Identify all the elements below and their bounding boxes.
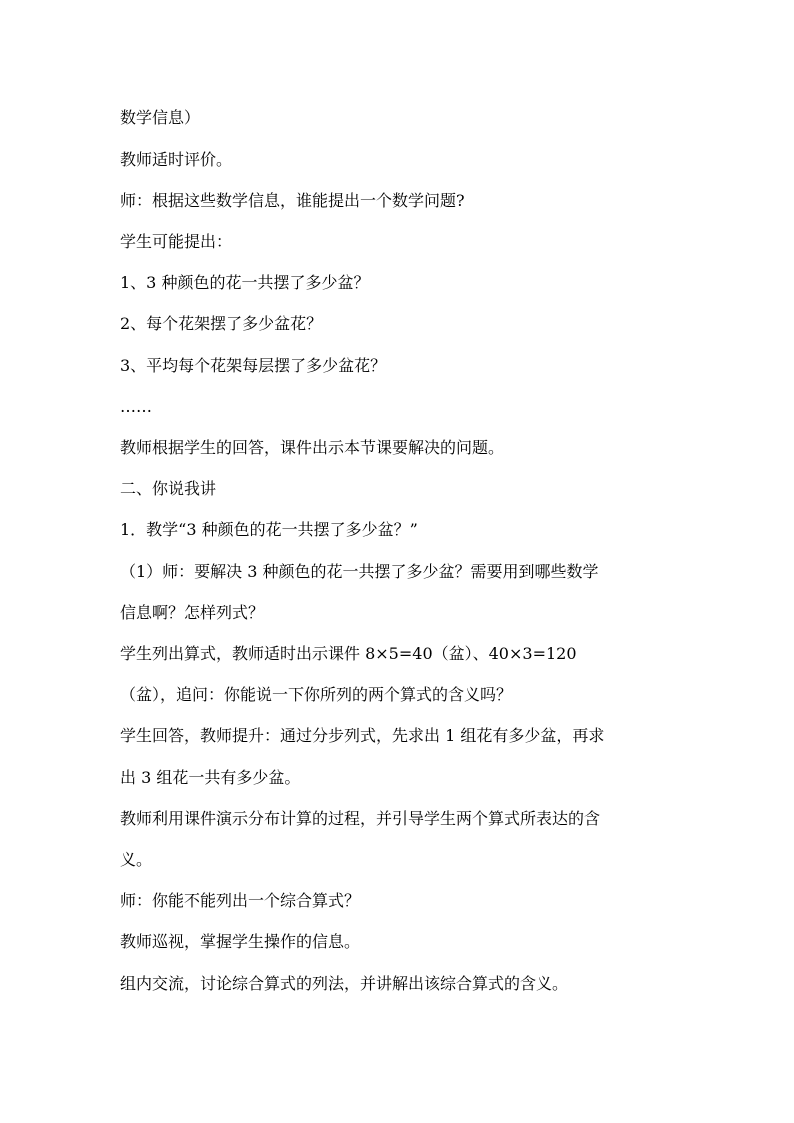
- text-line: 3、平均每个花架每层摆了多少盆花？: [120, 356, 387, 375]
- text-line: （盆），追问：你能说一下你所列的两个算式的含义吗？: [120, 685, 513, 704]
- text-line: 教师适时评价。: [120, 150, 233, 169]
- text-line: 出 3 组花一共有多少盆。: [120, 768, 301, 787]
- text-line: 教师利用课件演示分布计算的过程，并引导学生两个算式所表达的含: [120, 809, 601, 828]
- text-line: 学生可能提出：: [120, 232, 233, 251]
- text-line: 信息啊？怎样列式？: [120, 603, 265, 622]
- text-line: 组内交流，讨论综合算式的列法，并讲解出该综合算式的含义。: [120, 974, 569, 993]
- text-line: 学生回答，教师提升：通过分步列式，先求出 1 组花有多少盆，再求: [120, 726, 605, 745]
- text-line: （1）师：要解决 3 种颜色的花一共摆了多少盆？需要用到哪些数学: [120, 562, 599, 581]
- text-line: 义。: [120, 850, 153, 869]
- text-line: 教师巡视，掌握学生操作的信息。: [120, 932, 361, 951]
- text-line: 学生列出算式，教师适时出示课件 8×5=40（盆）、40×3=120: [120, 644, 577, 663]
- text-line: 数学信息）: [120, 108, 201, 127]
- text-line: 2、每个花架摆了多少盆花？: [120, 314, 323, 333]
- text-line: 1．教学“3 种颜色的花一共摆了多少盆？”: [120, 520, 418, 539]
- text-line: 教师根据学生的回答，课件出示本节课要解决的问题。: [120, 438, 505, 457]
- text-line: 师：你能不能列出一个综合算式？: [120, 891, 361, 910]
- text-line: 师：根据这些数学信息，谁能提出一个数学问题?: [120, 191, 465, 210]
- section-heading: 二、你说我讲: [120, 479, 217, 498]
- text-line: 1、3 种颜色的花一共摆了多少盆？: [120, 273, 370, 292]
- text-line: ……: [120, 397, 152, 416]
